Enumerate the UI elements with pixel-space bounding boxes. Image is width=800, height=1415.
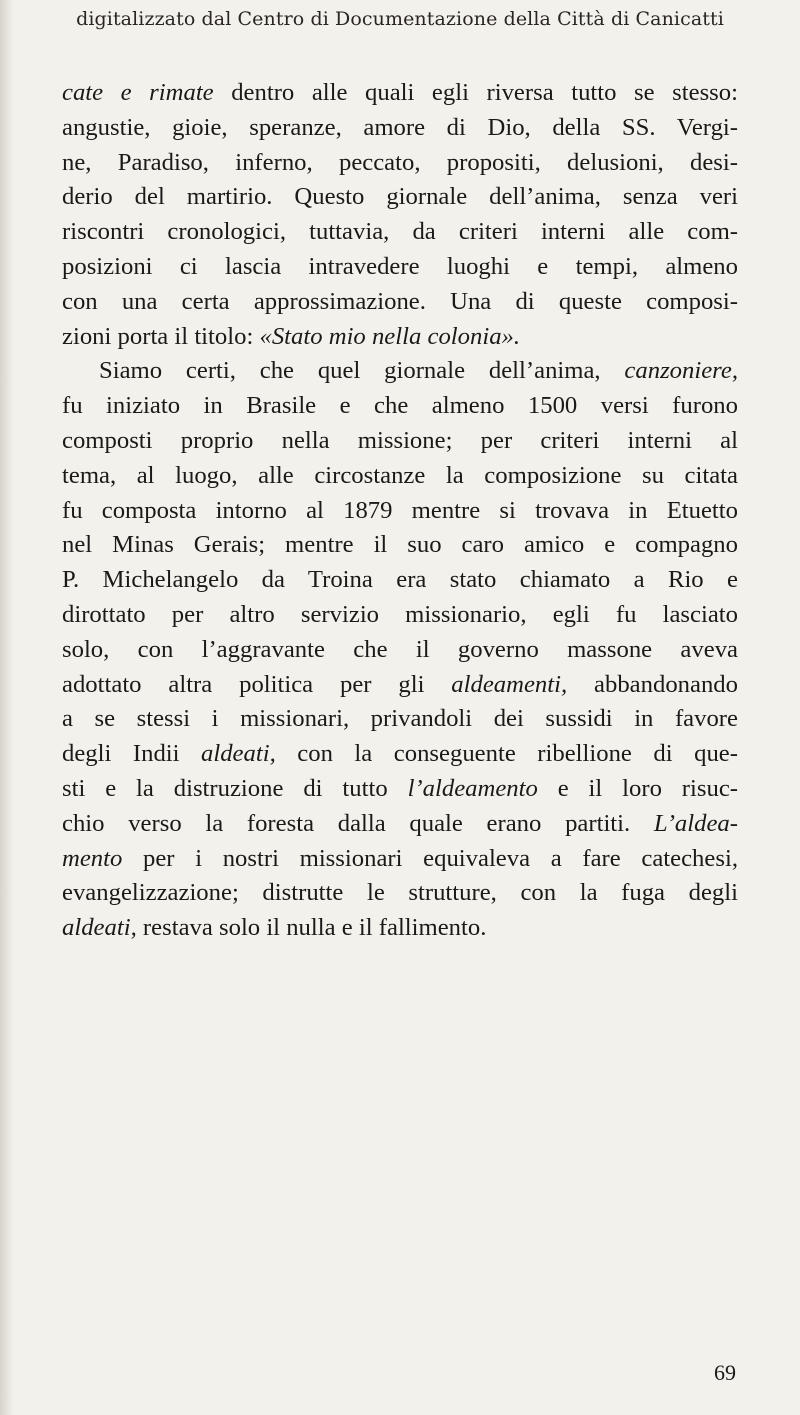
paragraph-1 — [62, 76, 738, 354]
italic-phrase: L’aldea- — [653, 809, 738, 837]
text-line — [62, 842, 738, 877]
text-line: nel Minas Gerais; mentre il suo caro amico e compagno — [62, 531, 738, 559]
text-line: dirottato per altro servizio missionario, egli fu lasciato — [62, 600, 738, 628]
text-line: derio del martirio. Questo giornale dell’anima, senza veri — [62, 183, 738, 211]
text-line: fu composta intorno al 1879 mentre si trovava in Etuetto — [62, 496, 738, 524]
text-line — [62, 772, 738, 807]
text-line — [62, 320, 738, 355]
text-line: solo, con l’aggravante che il governo massone aveva — [62, 635, 738, 663]
text-segment: e il loro risuc- — [537, 774, 739, 802]
text-line — [62, 76, 738, 111]
text-segment: abbandonando — [567, 670, 738, 698]
italic-phrase: cate e rimate — [62, 79, 214, 106]
text-segment: con la conseguente ribellione di que- — [275, 740, 738, 768]
text-segment: per i nostri missionari equivaleva a fare catechesi, — [122, 844, 738, 872]
paragraph-2 — [62, 354, 738, 946]
text-line: fu iniziato in Brasile e che almeno 1500 versi furono — [62, 392, 738, 420]
text-line — [62, 737, 738, 772]
text-line — [62, 668, 738, 703]
italic-phrase: aldeati, — [201, 740, 276, 768]
text-segment: sti e la distruzione di tutto — [62, 774, 408, 802]
text-segment: Siamo certi, che quel giornale dell’anima, — [99, 357, 625, 385]
text-segment: chio verso la foresta dalla quale erano partiti. — [62, 809, 654, 837]
text-line — [62, 354, 738, 389]
text-line: posizioni ci lascia intravedere luoghi e tempi, almeno — [62, 252, 738, 280]
text-line: angustie, gioie, speranze, amore di Dio, della SS. Vergi- — [62, 113, 738, 141]
digitization-watermark: digitalizzato dal Centro di Documentazione della Città di Canicatti — [76, 8, 724, 30]
italic-phrase: canzoniere, — [624, 357, 738, 385]
body-text — [62, 76, 738, 946]
text-line: ne, Paradiso, inferno, peccato, propositi, delusioni, desi- — [62, 148, 738, 176]
text-line: con una certa approssimazione. Una di queste composi- — [62, 287, 738, 315]
italic-phrase: aldeamenti, — [451, 670, 568, 698]
text-line: a se stessi i missionari, privandoli dei sussidi in favore — [62, 705, 738, 733]
text-line: composti proprio nella missione; per criteri interni al — [62, 426, 738, 454]
text-line: tema, al luogo, alle circostanze la composizione su citata — [62, 461, 738, 489]
text-line — [62, 807, 738, 842]
text-line: evangelizzazione; distrutte le strutture, con la fuga degli — [62, 879, 738, 907]
italic-phrase: aldeati, — [62, 914, 137, 942]
page-number: 69 — [714, 1360, 736, 1385]
text-segment: degli Indii — [62, 740, 202, 768]
text-segment: zioni porta il titolo: — [62, 322, 260, 350]
text-segment: adottato altra politica per gli — [62, 670, 452, 698]
text-line: P. Michelangelo da Troina era stato chiamato a Rio e — [62, 566, 738, 594]
text-line — [62, 911, 738, 946]
italic-phrase: mento — [62, 844, 123, 872]
page-gutter-shadow — [0, 0, 14, 1415]
text-line: riscontri cronologici, tuttavia, da criteri interni alle com- — [62, 218, 738, 246]
italic-title: «Stato mio nella colonia». — [259, 322, 521, 350]
text-segment: dentro alle quali egli riversa tutto se stesso: — [213, 79, 738, 106]
italic-phrase: l’aldeamento — [407, 774, 538, 802]
text-segment: restava solo il nulla e il fallimento. — [136, 914, 487, 942]
